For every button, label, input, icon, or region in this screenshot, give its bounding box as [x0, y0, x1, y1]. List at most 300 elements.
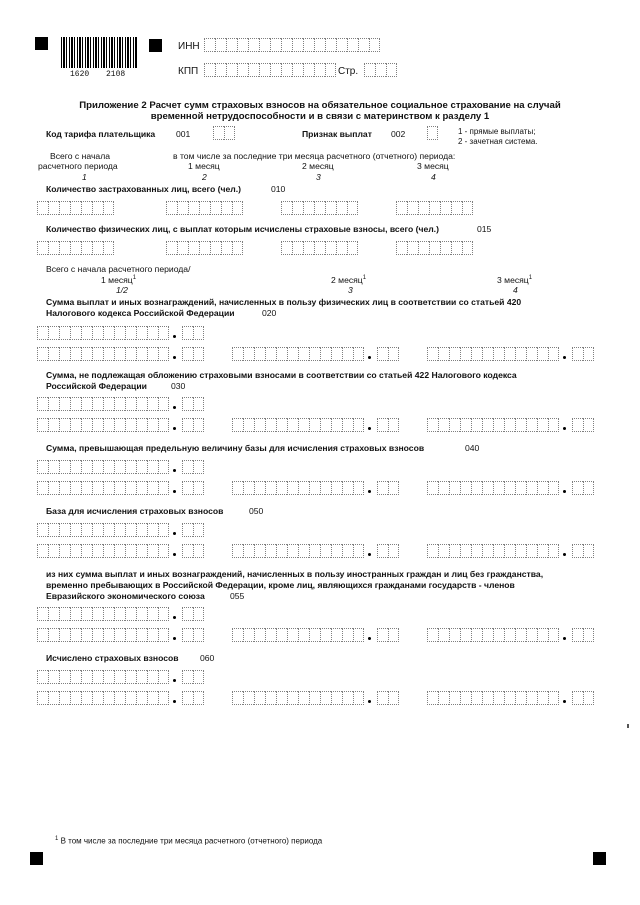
amount-whole-part[interactable] — [232, 691, 364, 705]
input-cell[interactable] — [226, 38, 237, 52]
amount-fraction-part[interactable] — [182, 347, 204, 361]
input-cell[interactable] — [81, 628, 92, 642]
input-cell[interactable] — [325, 63, 336, 77]
input-cell[interactable] — [369, 38, 380, 52]
input-cell[interactable] — [526, 481, 537, 495]
input-cell[interactable] — [583, 481, 594, 495]
input-cell[interactable] — [347, 201, 358, 215]
input-cell[interactable] — [59, 628, 70, 642]
amount-fraction-part[interactable] — [182, 607, 204, 621]
input-cell[interactable] — [158, 397, 169, 411]
input-cell[interactable] — [276, 418, 287, 432]
input-cell[interactable] — [358, 38, 369, 52]
input-cell[interactable] — [504, 691, 515, 705]
amount-fraction-part[interactable] — [572, 691, 594, 705]
input-cell[interactable] — [493, 628, 504, 642]
input-cell[interactable] — [37, 628, 48, 642]
input-cell[interactable] — [449, 481, 460, 495]
input-cell[interactable] — [147, 460, 158, 474]
input-cell[interactable] — [265, 347, 276, 361]
input-cell[interactable] — [81, 460, 92, 474]
input-cell[interactable] — [248, 38, 259, 52]
amount-whole-part[interactable] — [37, 347, 169, 361]
amount-whole-part[interactable] — [37, 326, 169, 340]
input-cell[interactable] — [193, 460, 204, 474]
input-cell[interactable] — [70, 691, 81, 705]
input-cell[interactable] — [182, 607, 193, 621]
input-cell[interactable] — [287, 347, 298, 361]
input-cell[interactable] — [331, 418, 342, 432]
input-cell[interactable] — [515, 481, 526, 495]
input-cell[interactable] — [460, 544, 471, 558]
input-cell[interactable] — [70, 628, 81, 642]
input-cell[interactable] — [471, 418, 482, 432]
input-cell[interactable] — [193, 397, 204, 411]
input-cell[interactable] — [158, 460, 169, 474]
input-cell[interactable] — [232, 201, 243, 215]
input-cell[interactable] — [125, 523, 136, 537]
input-cell[interactable] — [388, 481, 399, 495]
input-cell[interactable] — [303, 241, 314, 255]
input-cell[interactable] — [287, 418, 298, 432]
amount-whole-part[interactable] — [37, 628, 169, 642]
input-cell[interactable] — [81, 397, 92, 411]
input-cell[interactable] — [158, 544, 169, 558]
input-cell[interactable] — [221, 241, 232, 255]
input-cell[interactable] — [188, 241, 199, 255]
kpp-field[interactable] — [204, 63, 336, 77]
input-cell[interactable] — [493, 418, 504, 432]
input-cell[interactable] — [103, 691, 114, 705]
input-cell[interactable] — [81, 201, 92, 215]
input-cell[interactable] — [427, 418, 438, 432]
amount-fraction-part[interactable] — [572, 628, 594, 642]
input-cell[interactable] — [243, 544, 254, 558]
input-cell[interactable] — [37, 544, 48, 558]
amount-whole-part[interactable] — [37, 418, 169, 432]
input-cell[interactable] — [482, 418, 493, 432]
input-cell[interactable] — [114, 347, 125, 361]
input-cell[interactable] — [92, 418, 103, 432]
input-cell[interactable] — [232, 691, 243, 705]
input-cell[interactable] — [325, 38, 336, 52]
input-cell[interactable] — [232, 418, 243, 432]
input-cell[interactable] — [37, 418, 48, 432]
input-cell[interactable] — [386, 63, 397, 77]
input-cell[interactable] — [429, 241, 440, 255]
input-cell[interactable] — [226, 63, 237, 77]
input-cell[interactable] — [103, 544, 114, 558]
input-cell[interactable] — [114, 326, 125, 340]
input-cell[interactable] — [103, 201, 114, 215]
input-cell[interactable] — [471, 628, 482, 642]
input-cell[interactable] — [70, 481, 81, 495]
input-cell[interactable] — [213, 126, 224, 140]
input-cell[interactable] — [114, 544, 125, 558]
amount-whole-part[interactable] — [37, 523, 169, 537]
input-cell[interactable] — [81, 347, 92, 361]
row-015-field-1[interactable] — [37, 241, 114, 255]
input-cell[interactable] — [342, 691, 353, 705]
input-cell[interactable] — [103, 347, 114, 361]
input-cell[interactable] — [37, 481, 48, 495]
input-cell[interactable] — [281, 201, 292, 215]
input-cell[interactable] — [243, 418, 254, 432]
input-cell[interactable] — [147, 481, 158, 495]
input-cell[interactable] — [48, 460, 59, 474]
amount-whole-part[interactable] — [232, 481, 364, 495]
input-cell[interactable] — [114, 607, 125, 621]
input-cell[interactable] — [193, 670, 204, 684]
input-cell[interactable] — [59, 397, 70, 411]
input-cell[interactable] — [59, 347, 70, 361]
input-cell[interactable] — [353, 544, 364, 558]
input-cell[interactable] — [429, 201, 440, 215]
input-cell[interactable] — [276, 691, 287, 705]
input-cell[interactable] — [70, 670, 81, 684]
input-cell[interactable] — [92, 523, 103, 537]
input-cell[interactable] — [193, 481, 204, 495]
input-cell[interactable] — [325, 201, 336, 215]
input-cell[interactable] — [199, 241, 210, 255]
amount-whole-part[interactable] — [37, 397, 169, 411]
input-cell[interactable] — [204, 63, 215, 77]
input-cell[interactable] — [493, 347, 504, 361]
input-cell[interactable] — [92, 481, 103, 495]
input-cell[interactable] — [504, 418, 515, 432]
amount-whole-part[interactable] — [37, 460, 169, 474]
input-cell[interactable] — [451, 201, 462, 215]
input-cell[interactable] — [320, 691, 331, 705]
input-cell[interactable] — [292, 241, 303, 255]
input-cell[interactable] — [232, 347, 243, 361]
input-cell[interactable] — [70, 607, 81, 621]
input-cell[interactable] — [182, 628, 193, 642]
input-cell[interactable] — [347, 38, 358, 52]
input-cell[interactable] — [158, 607, 169, 621]
input-cell[interactable] — [59, 418, 70, 432]
input-cell[interactable] — [572, 544, 583, 558]
input-cell[interactable] — [449, 628, 460, 642]
input-cell[interactable] — [331, 628, 342, 642]
input-cell[interactable] — [92, 201, 103, 215]
input-cell[interactable] — [103, 397, 114, 411]
input-cell[interactable] — [388, 628, 399, 642]
input-cell[interactable] — [254, 544, 265, 558]
input-cell[interactable] — [136, 326, 147, 340]
amount-fraction-part[interactable] — [377, 544, 399, 558]
input-cell[interactable] — [342, 347, 353, 361]
amount-fraction-part[interactable] — [572, 418, 594, 432]
input-cell[interactable] — [353, 418, 364, 432]
input-cell[interactable] — [193, 347, 204, 361]
input-cell[interactable] — [314, 201, 325, 215]
input-cell[interactable] — [81, 691, 92, 705]
input-cell[interactable] — [125, 691, 136, 705]
input-cell[interactable] — [309, 691, 320, 705]
input-cell[interactable] — [232, 628, 243, 642]
input-cell[interactable] — [114, 397, 125, 411]
input-cell[interactable] — [177, 201, 188, 215]
input-cell[interactable] — [281, 63, 292, 77]
amount-fraction-part[interactable] — [182, 628, 204, 642]
input-cell[interactable] — [92, 544, 103, 558]
inn-field[interactable] — [204, 38, 380, 52]
input-cell[interactable] — [125, 607, 136, 621]
input-cell[interactable] — [48, 523, 59, 537]
input-cell[interactable] — [158, 523, 169, 537]
input-cell[interactable] — [292, 63, 303, 77]
input-cell[interactable] — [243, 347, 254, 361]
input-cell[interactable] — [59, 691, 70, 705]
input-cell[interactable] — [103, 523, 114, 537]
input-cell[interactable] — [92, 347, 103, 361]
input-cell[interactable] — [572, 347, 583, 361]
input-cell[interactable] — [427, 481, 438, 495]
input-cell[interactable] — [136, 418, 147, 432]
input-cell[interactable] — [37, 326, 48, 340]
input-cell[interactable] — [158, 326, 169, 340]
input-cell[interactable] — [48, 397, 59, 411]
input-cell[interactable] — [298, 691, 309, 705]
input-cell[interactable] — [114, 523, 125, 537]
input-cell[interactable] — [482, 481, 493, 495]
input-cell[interactable] — [237, 38, 248, 52]
input-cell[interactable] — [482, 544, 493, 558]
input-cell[interactable] — [193, 544, 204, 558]
input-cell[interactable] — [331, 481, 342, 495]
input-cell[interactable] — [158, 347, 169, 361]
input-cell[interactable] — [331, 691, 342, 705]
input-cell[interactable] — [471, 481, 482, 495]
input-cell[interactable] — [103, 670, 114, 684]
input-cell[interactable] — [427, 544, 438, 558]
input-cell[interactable] — [70, 201, 81, 215]
input-cell[interactable] — [548, 628, 559, 642]
input-cell[interactable] — [103, 326, 114, 340]
input-cell[interactable] — [147, 418, 158, 432]
input-cell[interactable] — [136, 670, 147, 684]
input-cell[interactable] — [583, 691, 594, 705]
input-cell[interactable] — [407, 201, 418, 215]
amount-whole-part[interactable] — [37, 691, 169, 705]
input-cell[interactable] — [548, 347, 559, 361]
amount-fraction-part[interactable] — [377, 481, 399, 495]
input-cell[interactable] — [259, 63, 270, 77]
input-cell[interactable] — [388, 544, 399, 558]
input-cell[interactable] — [147, 326, 158, 340]
input-cell[interactable] — [193, 628, 204, 642]
input-cell[interactable] — [136, 691, 147, 705]
input-cell[interactable] — [81, 418, 92, 432]
input-cell[interactable] — [182, 347, 193, 361]
input-cell[interactable] — [59, 201, 70, 215]
row-010-field-2[interactable] — [166, 201, 243, 215]
input-cell[interactable] — [320, 628, 331, 642]
input-cell[interactable] — [440, 241, 451, 255]
amount-whole-part[interactable] — [427, 418, 559, 432]
amount-fraction-part[interactable] — [182, 418, 204, 432]
input-cell[interactable] — [276, 347, 287, 361]
input-cell[interactable] — [396, 241, 407, 255]
amount-whole-part[interactable] — [232, 628, 364, 642]
amount-fraction-part[interactable] — [572, 481, 594, 495]
input-cell[interactable] — [158, 691, 169, 705]
input-cell[interactable] — [270, 63, 281, 77]
amount-whole-part[interactable] — [427, 481, 559, 495]
input-cell[interactable] — [37, 607, 48, 621]
input-cell[interactable] — [287, 628, 298, 642]
input-cell[interactable] — [92, 460, 103, 474]
row-010-field-1[interactable] — [37, 201, 114, 215]
input-cell[interactable] — [320, 347, 331, 361]
input-cell[interactable] — [103, 628, 114, 642]
input-cell[interactable] — [396, 201, 407, 215]
input-cell[interactable] — [158, 481, 169, 495]
input-cell[interactable] — [440, 201, 451, 215]
input-cell[interactable] — [377, 347, 388, 361]
input-cell[interactable] — [182, 481, 193, 495]
page-field[interactable] — [364, 63, 397, 77]
input-cell[interactable] — [438, 691, 449, 705]
amount-whole-part[interactable] — [232, 347, 364, 361]
input-cell[interactable] — [248, 63, 259, 77]
input-cell[interactable] — [377, 544, 388, 558]
input-cell[interactable] — [320, 544, 331, 558]
input-cell[interactable] — [298, 347, 309, 361]
input-cell[interactable] — [548, 481, 559, 495]
input-cell[interactable] — [493, 481, 504, 495]
input-cell[interactable] — [438, 418, 449, 432]
input-cell[interactable] — [407, 241, 418, 255]
input-cell[interactable] — [377, 481, 388, 495]
input-cell[interactable] — [193, 418, 204, 432]
input-cell[interactable] — [438, 628, 449, 642]
input-cell[interactable] — [136, 347, 147, 361]
input-cell[interactable] — [548, 418, 559, 432]
row-015-field-4[interactable] — [396, 241, 473, 255]
input-cell[interactable] — [515, 691, 526, 705]
input-cell[interactable] — [515, 544, 526, 558]
input-cell[interactable] — [182, 670, 193, 684]
input-cell[interactable] — [325, 241, 336, 255]
input-cell[interactable] — [48, 691, 59, 705]
input-cell[interactable] — [342, 544, 353, 558]
input-cell[interactable] — [81, 241, 92, 255]
input-cell[interactable] — [336, 241, 347, 255]
input-cell[interactable] — [103, 481, 114, 495]
input-cell[interactable] — [460, 418, 471, 432]
input-cell[interactable] — [48, 544, 59, 558]
input-cell[interactable] — [70, 241, 81, 255]
input-cell[interactable] — [583, 544, 594, 558]
input-cell[interactable] — [482, 691, 493, 705]
input-cell[interactable] — [114, 481, 125, 495]
input-cell[interactable] — [70, 418, 81, 432]
input-cell[interactable] — [462, 201, 473, 215]
input-cell[interactable] — [276, 628, 287, 642]
input-cell[interactable] — [427, 347, 438, 361]
input-cell[interactable] — [449, 347, 460, 361]
input-cell[interactable] — [298, 418, 309, 432]
input-cell[interactable] — [59, 460, 70, 474]
input-cell[interactable] — [166, 201, 177, 215]
input-cell[interactable] — [147, 691, 158, 705]
input-cell[interactable] — [81, 607, 92, 621]
input-cell[interactable] — [125, 326, 136, 340]
input-cell[interactable] — [438, 347, 449, 361]
input-cell[interactable] — [182, 418, 193, 432]
amount-whole-part[interactable] — [232, 544, 364, 558]
input-cell[interactable] — [114, 670, 125, 684]
amount-fraction-part[interactable] — [182, 670, 204, 684]
input-cell[interactable] — [418, 241, 429, 255]
input-cell[interactable] — [70, 347, 81, 361]
input-cell[interactable] — [572, 418, 583, 432]
input-cell[interactable] — [37, 670, 48, 684]
input-cell[interactable] — [48, 670, 59, 684]
input-cell[interactable] — [265, 628, 276, 642]
input-cell[interactable] — [182, 523, 193, 537]
input-cell[interactable] — [147, 607, 158, 621]
input-cell[interactable] — [493, 691, 504, 705]
input-cell[interactable] — [298, 544, 309, 558]
input-cell[interactable] — [303, 201, 314, 215]
input-cell[interactable] — [125, 347, 136, 361]
input-cell[interactable] — [438, 544, 449, 558]
amount-whole-part[interactable] — [232, 418, 364, 432]
input-cell[interactable] — [136, 523, 147, 537]
input-cell[interactable] — [48, 326, 59, 340]
input-cell[interactable] — [460, 481, 471, 495]
input-cell[interactable] — [314, 63, 325, 77]
input-cell[interactable] — [449, 691, 460, 705]
amount-whole-part[interactable] — [427, 347, 559, 361]
input-cell[interactable] — [103, 241, 114, 255]
input-cell[interactable] — [583, 628, 594, 642]
input-cell[interactable] — [37, 347, 48, 361]
input-cell[interactable] — [309, 481, 320, 495]
input-cell[interactable] — [158, 670, 169, 684]
input-cell[interactable] — [243, 628, 254, 642]
input-cell[interactable] — [336, 38, 347, 52]
input-cell[interactable] — [259, 38, 270, 52]
input-cell[interactable] — [103, 460, 114, 474]
input-cell[interactable] — [136, 607, 147, 621]
input-cell[interactable] — [103, 607, 114, 621]
input-cell[interactable] — [232, 481, 243, 495]
input-cell[interactable] — [572, 691, 583, 705]
input-cell[interactable] — [199, 201, 210, 215]
input-cell[interactable] — [309, 628, 320, 642]
input-cell[interactable] — [537, 481, 548, 495]
input-cell[interactable] — [309, 544, 320, 558]
row-015-field-2[interactable] — [166, 241, 243, 255]
input-cell[interactable] — [147, 347, 158, 361]
input-cell[interactable] — [548, 544, 559, 558]
input-cell[interactable] — [265, 481, 276, 495]
input-cell[interactable] — [114, 418, 125, 432]
input-cell[interactable] — [281, 38, 292, 52]
input-cell[interactable] — [281, 241, 292, 255]
input-cell[interactable] — [136, 397, 147, 411]
input-cell[interactable] — [298, 481, 309, 495]
input-cell[interactable] — [449, 418, 460, 432]
input-cell[interactable] — [92, 397, 103, 411]
input-cell[interactable] — [438, 481, 449, 495]
input-cell[interactable] — [548, 691, 559, 705]
input-cell[interactable] — [193, 691, 204, 705]
